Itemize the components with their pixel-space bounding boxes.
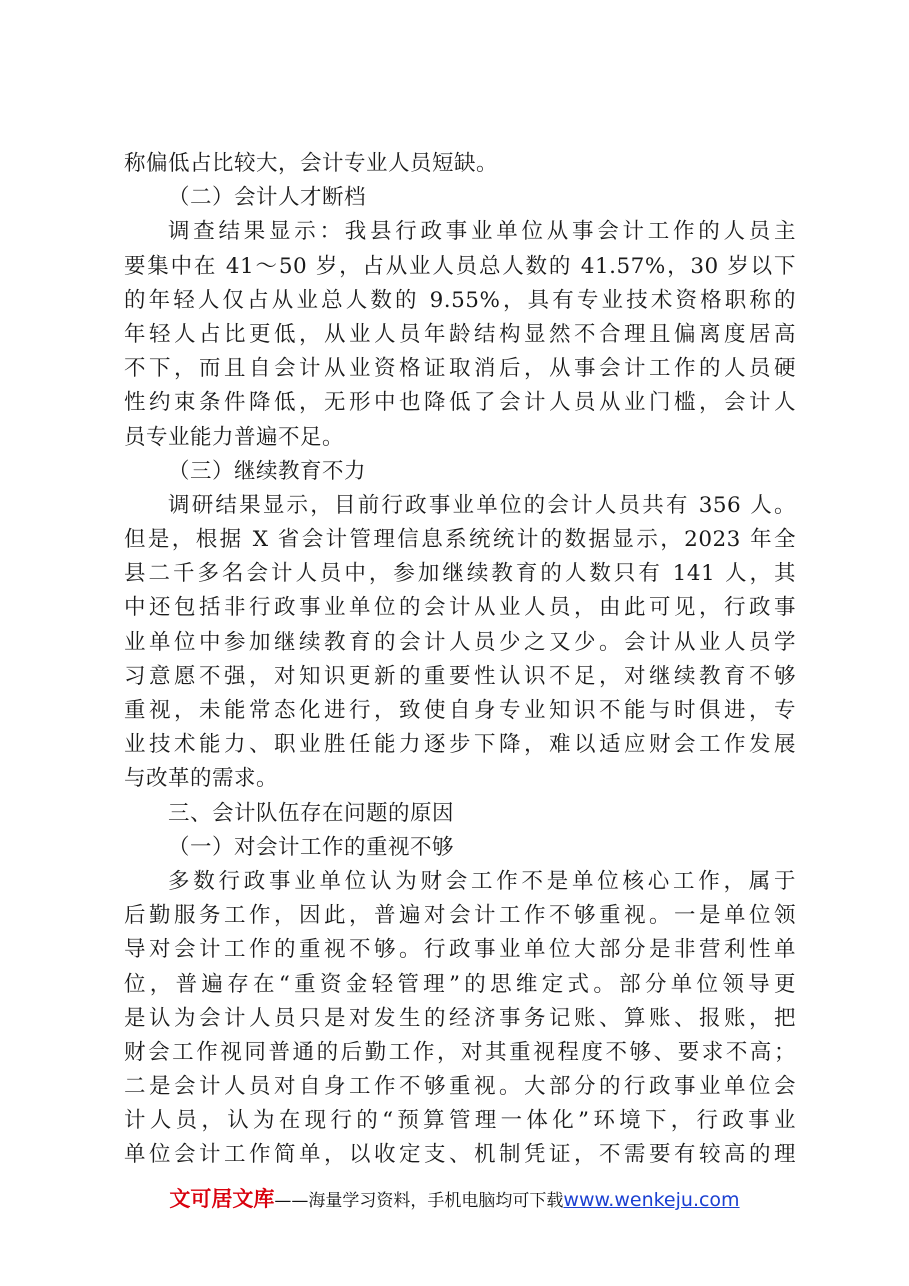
footer-link[interactable]: www.wenkeju.com [563, 1189, 740, 1211]
paragraph-line: 要集中在 41～50 岁，占从业人员总人数的 41.57%，30 岁以下 [124, 253, 796, 279]
paragraph-line: 中还包括非行政事业单位的会计从业人员，由此可见，行政事 [124, 595, 796, 621]
footer [0, 1183, 909, 1213]
section-heading: 三、会计队伍存在问题的原因 [168, 800, 455, 826]
paragraph-line: 后勤服务工作，因此，普遍对会计工作不够重视。一是单位领 [124, 903, 796, 929]
section-heading: （一）对会计工作的重视不够 [168, 834, 455, 860]
paragraph-line: 调查结果显示：我县行政事业单位从事会计工作的人员主 [168, 219, 796, 245]
paragraph-line: 与改革的需求。 [124, 766, 279, 792]
paragraph-line: 重视，未能常态化进行，致使自身专业知识不能与时俱进，专 [124, 698, 796, 723]
paragraph-line: 多数行政事业单位认为财会工作不是单位核心工作，属于 [168, 868, 796, 894]
section-heading: （三）继续教育不力 [168, 458, 367, 484]
paragraph-line: 二是会计人员对自身工作不够重视。大部分的行政事业单位会 [124, 1074, 796, 1100]
paragraph-line: 习意愿不强，对知识更新的重要性认识不足，对继续教育不够 [124, 663, 796, 689]
paragraph-line: 员专业能力普遍不足。 [124, 424, 345, 450]
paragraph-line: 年轻人占比更低，从业人员年龄结构显然不合理且偏离度居高 [124, 321, 796, 347]
paragraph-line: 财会工作视同普通的后勤工作，对其重视程度不够、要求不高； [124, 1039, 796, 1065]
paragraph-line: 计人员，认为在现行的“预算管理一体化”环境下，行政事业 [124, 1108, 796, 1134]
paragraph-line: 导对会计工作的重视不够。行政事业单位大部分是非营利性单 [124, 937, 796, 963]
paragraph-line: 位，普遍存在“重资金轻管理”的思维定式。部分单位领导更 [124, 971, 796, 997]
paragraph-line: 单位会计工作简单，以收定支、机制凭证，不需要有较高的理 [124, 1142, 796, 1168]
paragraph-line: 称偏低占比较大，会计专业人员短缺。 [124, 151, 499, 176]
paragraph-line: 业技术能力、职业胜任能力逐步下降，难以适应财会工作发展 [124, 732, 796, 758]
paragraph-line: 的年轻人仅占从业总人数的 9.55%，具有专业技术资格职称的 [124, 287, 796, 313]
paragraph-line: 不下，而且自会计从业资格证取消后，从事会计工作的人员硬 [124, 356, 796, 382]
paragraph-line: 但是，根据 X 省会计管理信息系统统计的数据显示，2023 年全 [124, 527, 796, 553]
paragraph-line: 县二千多名会计人员中，参加继续教育的人数只有 141 人，其 [124, 561, 796, 587]
footer-brand: 文可居文库 [169, 1187, 275, 1211]
document-body [124, 147, 796, 1173]
section-heading: （二）会计人才断档 [168, 185, 367, 211]
paragraph-line: 业单位中参加继续教育的会计人员少之又少。会计从业人员学 [124, 629, 796, 655]
paragraph-line: 性约束条件降低，无形中也降低了会计人员从业门槛，会计人 [124, 390, 796, 416]
paragraph-line: 调研结果显示，目前行政事业单位的会计人员共有 356 人。 [168, 492, 796, 518]
paragraph-line: 是认为会计人员只是对发生的经济事务记账、算账、报账，把 [124, 1005, 796, 1031]
footer-slogan: ——海量学习资料，手机电脑均可下载 [274, 1191, 564, 1211]
